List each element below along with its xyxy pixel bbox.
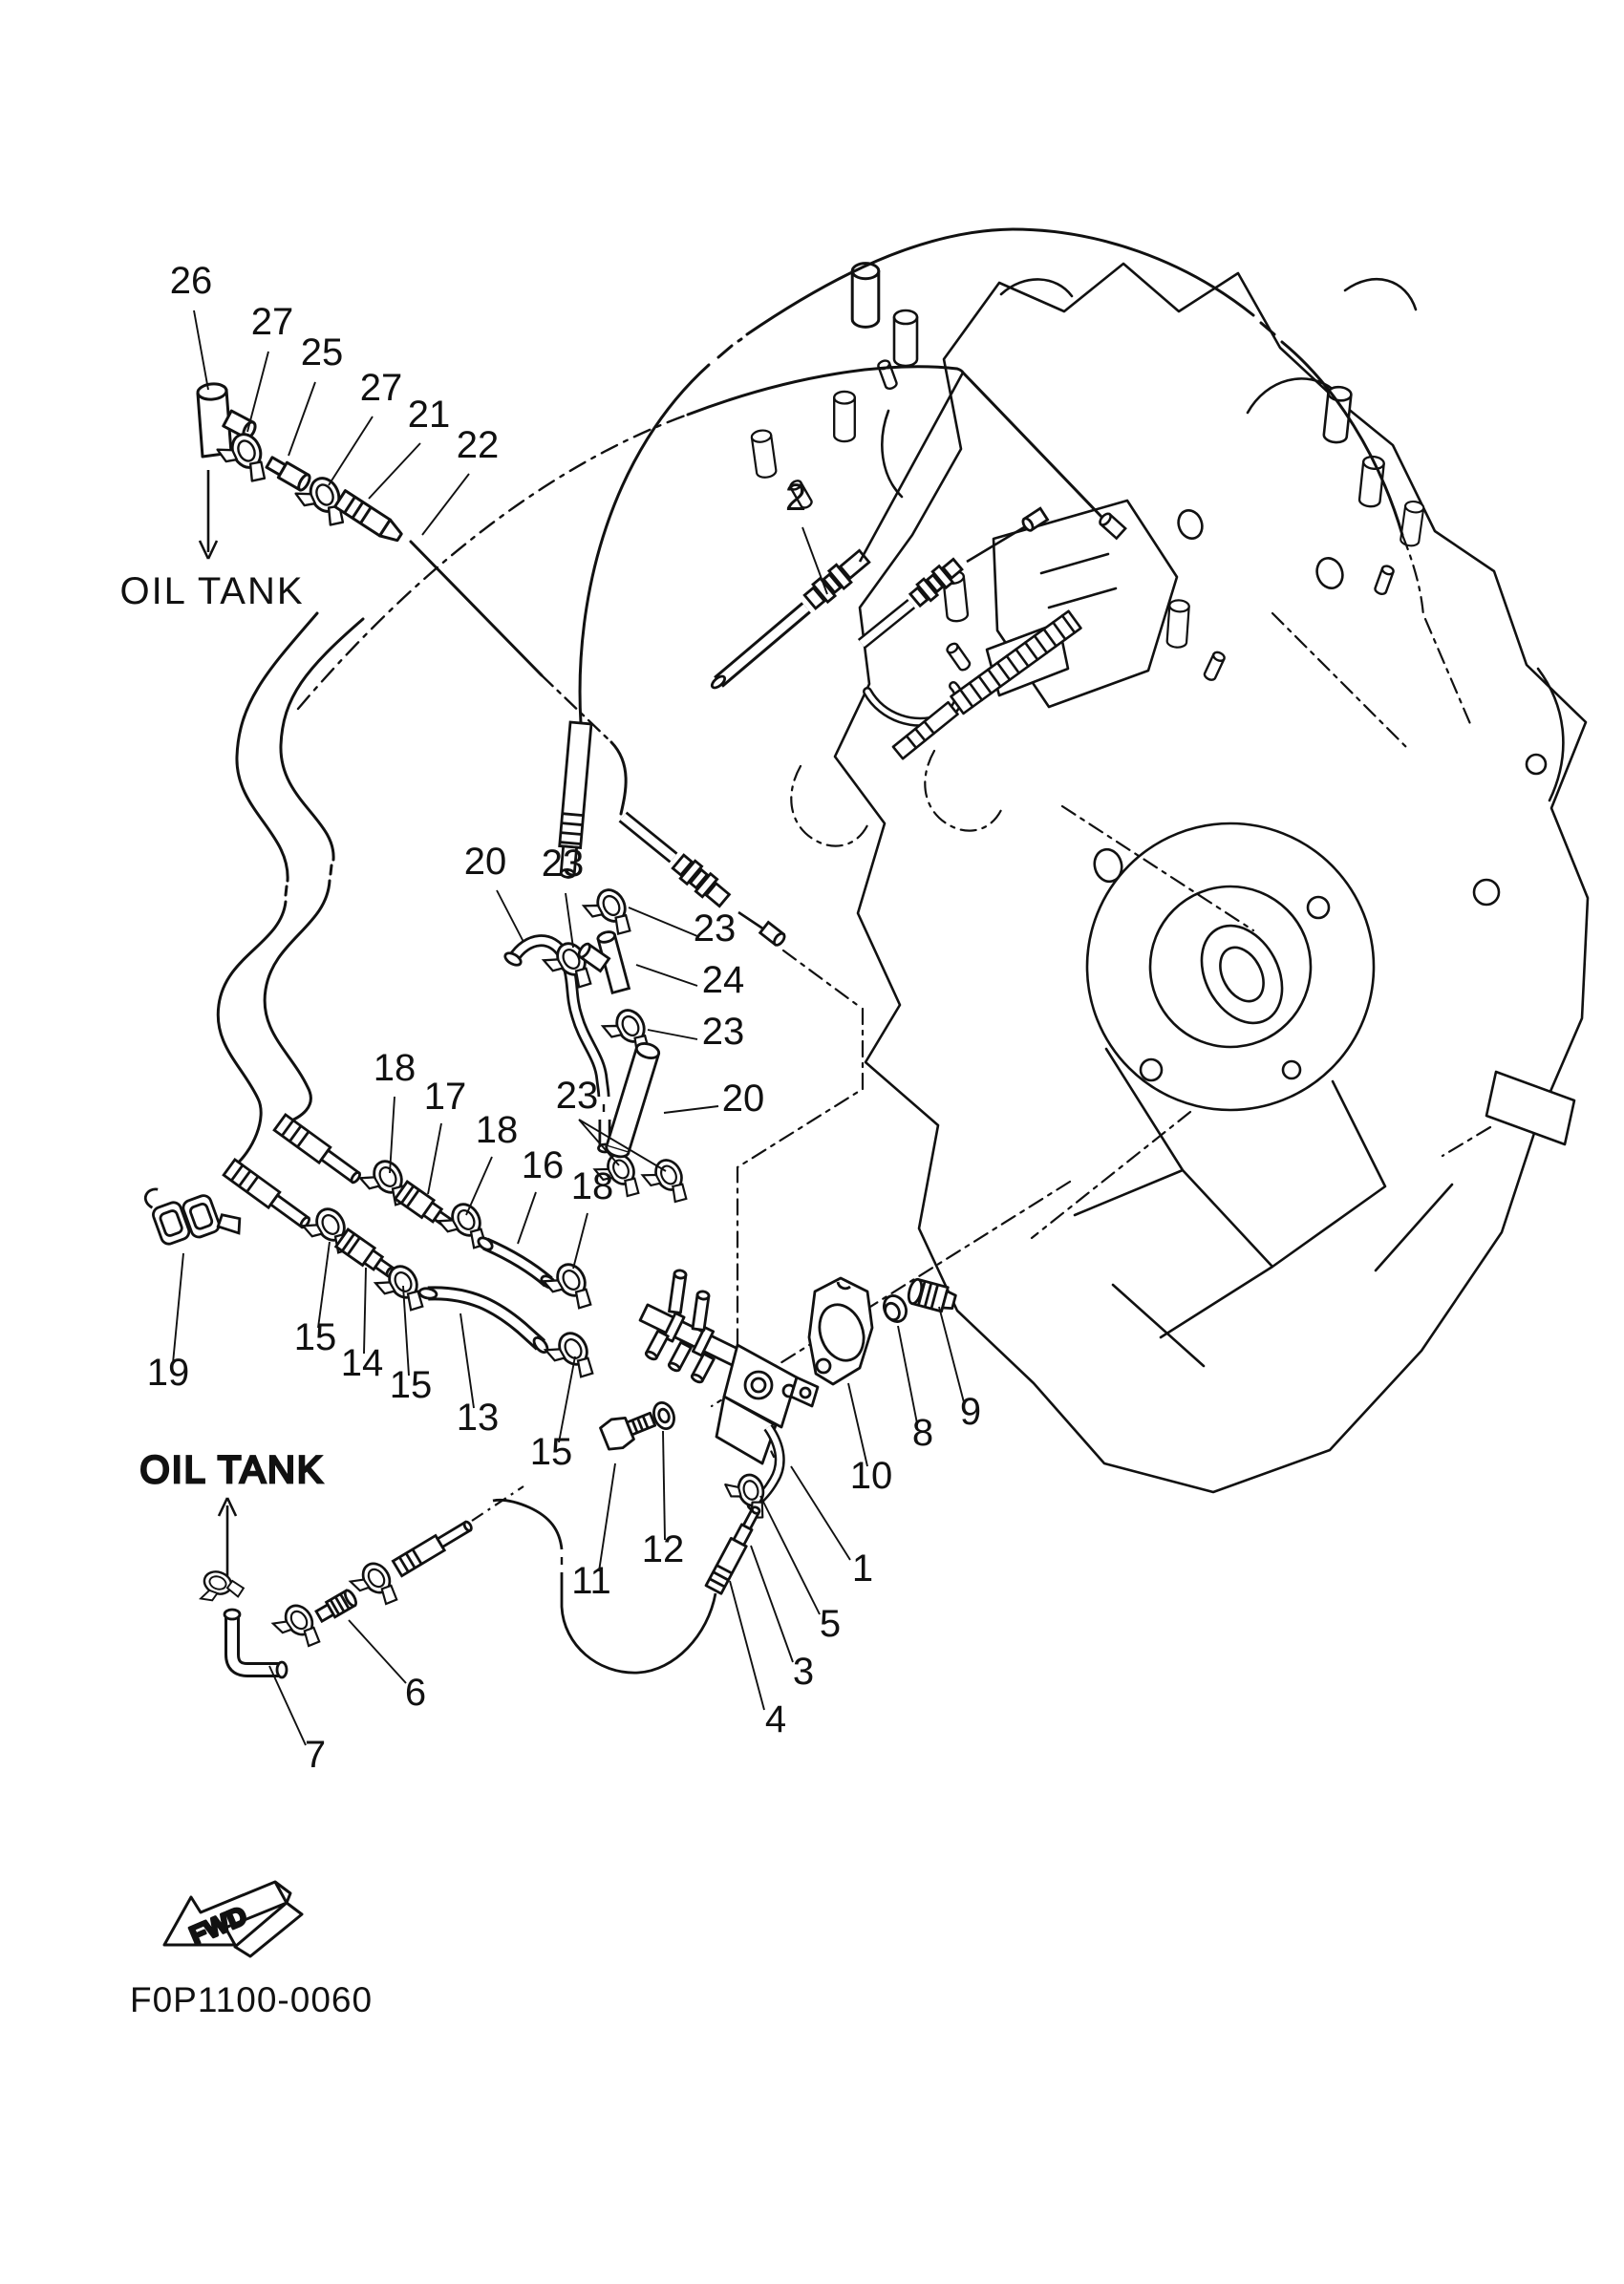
hose-22-line [411, 542, 542, 675]
fwd-label: FWD [185, 1900, 251, 1951]
callout-20a: 20 [463, 841, 507, 883]
callout-21: 21 [407, 394, 451, 436]
callout-1: 1 [851, 1548, 874, 1590]
oil-tank-top-label: OIL TANK [119, 570, 305, 612]
callout-5: 5 [819, 1603, 842, 1645]
part-4-ferrule [706, 1504, 764, 1593]
part-11-bolt [599, 1405, 658, 1453]
part-10-gasket [809, 1278, 872, 1384]
arrow-clip [198, 1569, 246, 1612]
callout-18c: 18 [570, 1165, 614, 1207]
part-20-tube [605, 1041, 661, 1160]
callout-6: 6 [404, 1672, 427, 1714]
callout-18a: 18 [373, 1047, 417, 1089]
callout-25: 25 [300, 331, 344, 374]
callout-13: 13 [456, 1397, 500, 1439]
callout-22: 22 [456, 424, 500, 466]
cable-arc [580, 365, 709, 723]
callout-9: 9 [959, 1391, 982, 1433]
callout-2: 2 [784, 477, 807, 519]
callout-27b: 27 [359, 367, 403, 409]
fwd-arrow [164, 1882, 302, 1956]
callout-20b: 20 [721, 1078, 765, 1120]
hose-ferrules [224, 1115, 363, 1232]
oil-tank-bottom-label: OIL TANK [139, 1449, 325, 1491]
callout-19: 19 [146, 1352, 190, 1394]
leader-lines [173, 310, 964, 1745]
hose-clamp [271, 1601, 326, 1658]
callout-11: 11 [571, 1560, 611, 1602]
callout-24: 24 [701, 959, 745, 1001]
callout-23b: 23 [693, 907, 737, 950]
part-6-fitting [315, 1589, 358, 1624]
callout-15b: 15 [389, 1364, 433, 1406]
part-25-joint [266, 455, 312, 492]
callout-4: 4 [764, 1698, 787, 1740]
oil-hoses [218, 613, 363, 1167]
callout-23d: 23 [555, 1075, 599, 1117]
callout-16: 16 [521, 1144, 565, 1186]
callout-14: 14 [340, 1342, 384, 1384]
part-18-clamp-c [542, 1260, 597, 1319]
callout-10: 10 [849, 1455, 893, 1497]
callout-15c: 15 [529, 1431, 573, 1473]
callout-3: 3 [792, 1651, 815, 1693]
callout-17: 17 [423, 1076, 467, 1118]
oil-tank-top-callout [119, 470, 304, 612]
callout-12: 12 [641, 1528, 685, 1570]
callout-23c: 23 [701, 1011, 745, 1053]
callout-7: 7 [304, 1734, 327, 1776]
tank-hose-ferrule [393, 1517, 475, 1575]
callout-15a: 15 [293, 1316, 337, 1358]
callout-labels [147, 260, 981, 1776]
tank-chain-bottom [139, 1449, 524, 1677]
callout-18b: 18 [475, 1109, 519, 1151]
part-23-clamp-e [641, 1156, 694, 1212]
hose-clamp [349, 1559, 403, 1616]
engine-block [751, 264, 1588, 1492]
callout-27a: 27 [250, 301, 294, 343]
drawing-code: F0P1100-0060 [130, 1980, 374, 2019]
callout-8: 8 [911, 1412, 934, 1454]
callout-23a: 23 [541, 843, 585, 885]
callout-26: 26 [169, 260, 213, 302]
